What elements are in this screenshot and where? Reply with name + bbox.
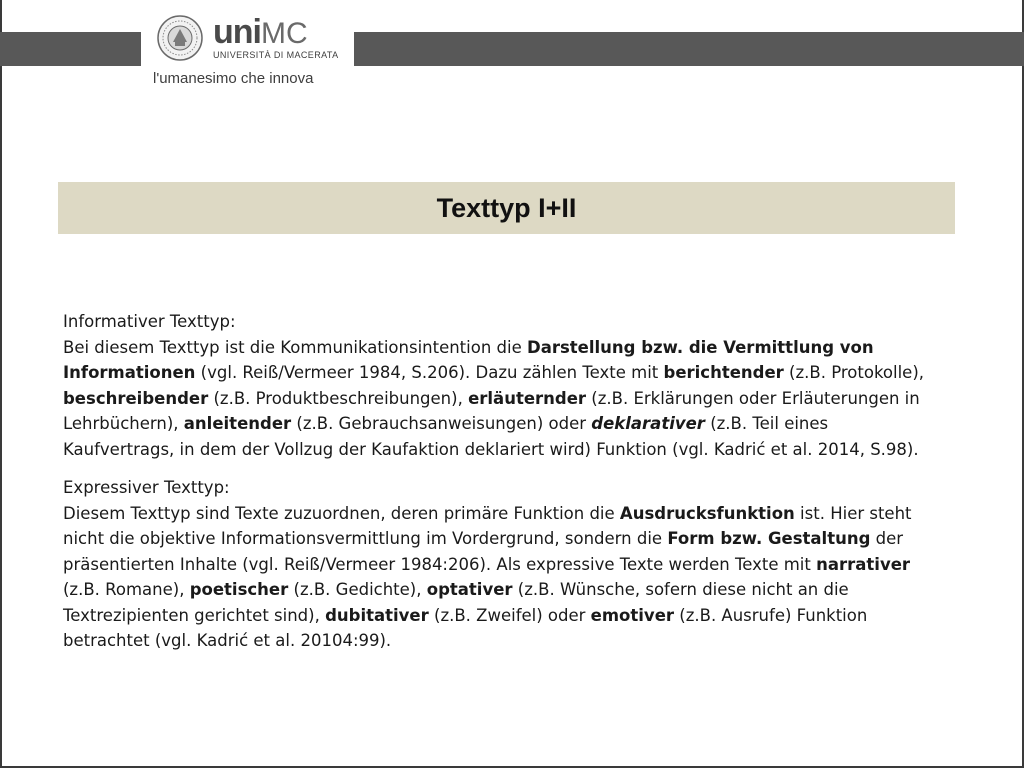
text-run: (z.B. Gebrauchsanweisungen) oder [291,414,592,433]
logo-tagline: l'umanesimo che innova [153,70,314,87]
emphasis-term: deklarativer [591,414,705,433]
slide-title-bar [58,182,955,234]
university-seal-icon [157,15,203,61]
text-run: der präsentierten Inhalte (vgl. Reiß/Vermeer 1984:206). Als expressive Texte werden Texte mit [63,529,904,574]
block-paragraph [63,335,943,463]
slide-border-left [0,0,2,768]
text-block-expressiv [63,475,943,654]
text-run: (z.B. Zweifel) oder [428,605,591,625]
emphasis-term: Darstellung bzw. die Vermittlung von Informationen [63,337,874,382]
text-run: (z.B. Protokolle), [783,363,925,382]
text-run: Diesem Texttyp sind Texte zuzuordnen, deren primäre Funktion die [63,503,620,523]
emphasis-term: beschreibender [63,388,209,408]
text-run: ist. Hier steht nicht die objektive Informationsvermittlung im Vordergrund, sondern die [63,503,912,548]
emphasis-term: erläuternder [468,388,587,408]
text-run: (z.B. Erklärungen oder Erläuterungen in Lehrbüchern), [63,388,920,433]
slide-title: Texttyp I+II [436,192,577,223]
slide-body [63,309,943,654]
block-heading: Informativer Texttyp: [63,312,236,331]
text-run: Bei diesem Texttyp ist die Kommunikationsintention die [63,337,527,357]
text-run: (z.B. Ausrufe) Funktion betrachtet (vgl. Kadrić et al. 20104:99). [63,605,868,650]
logo-university-name: UNIVERSITÀ DI MACERATA [213,50,339,60]
logo-wordmark [213,15,308,51]
block-paragraph [63,501,943,654]
emphasis-term: optativer [426,580,513,599]
header-band-right [354,32,1024,66]
logo-wordmark-light: MC [260,17,308,50]
text-run: (z.B. Teil eines Kaufvertrags, in dem der Vollzug der Kaufaktion deklariert wird) Funktion (vgl. Kadrić et al. 2014, S.98). [63,414,919,459]
text-run: (z.B. Produktbeschreibungen), [208,388,469,408]
emphasis-term: dubitativer [325,605,429,625]
text-run: (z.B. Gedichte), [288,580,427,599]
university-logo [141,0,354,93]
emphasis-term: emotiver [590,605,675,625]
emphasis-term: Ausdrucksfunktion [619,503,795,523]
emphasis-term: poetischer [189,580,289,599]
block-heading: Expressiver Texttyp: [63,478,230,497]
text-run: (vgl. Reiß/Vermeer 1984, S.206). Dazu zählen Texte mit [195,363,664,382]
logo-wordmark-bold: uni [213,13,261,51]
text-run: (z.B. Romane), [63,580,190,599]
emphasis-term: anleitender [183,414,292,433]
header-band-left [0,32,141,66]
text-block-informativ [63,309,943,462]
emphasis-term: Form bzw. Gestaltung [667,529,871,548]
emphasis-term: narrativer [816,554,911,574]
text-run: (z.B. Wünsche, sofern diese nicht an die Textrezipienten gerichtet sind), [63,580,849,625]
emphasis-term: berichtender [663,363,784,382]
